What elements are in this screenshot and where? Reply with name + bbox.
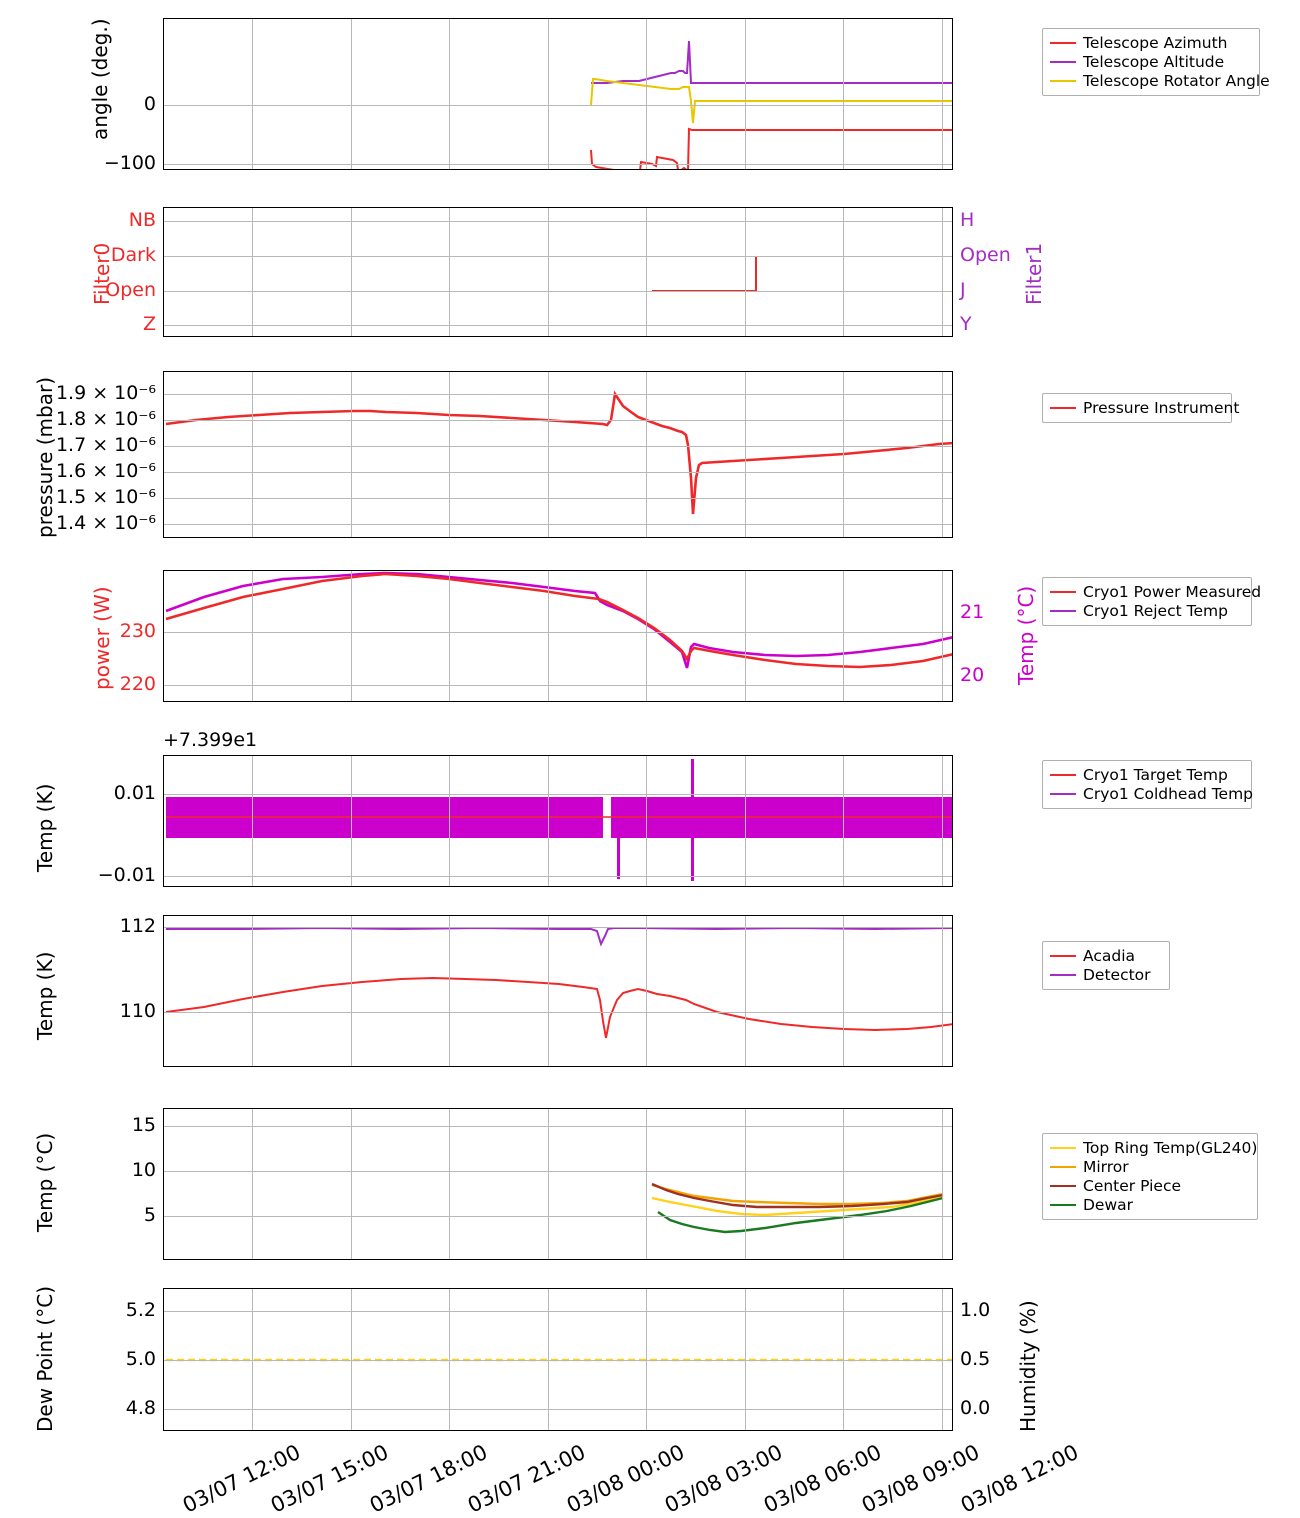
legend-label: Cryo1 Target Temp (1083, 765, 1228, 784)
legend-item (1050, 1138, 1258, 1157)
legend-cryo1-coldhead (1042, 760, 1252, 809)
ytick-acadia-112: 112 (119, 915, 156, 937)
legend-swatch-dewar (1050, 1204, 1076, 1206)
ytick-power-230: 230 (119, 620, 156, 642)
plot-area-filters (163, 207, 953, 337)
legend-label: Cryo1 Power Measured (1083, 582, 1262, 601)
legend-swatch-cryo1-reject-temp (1050, 610, 1076, 612)
legend-swatch-cryo1-power-measured (1050, 591, 1076, 593)
ytick-pressure-17: 1.7 × 10⁻⁶ (55, 434, 156, 456)
legend-item (1050, 1157, 1250, 1176)
plot-area-acadia-detector (163, 915, 953, 1067)
xtick-label: 03/08 12:00 (956, 1440, 1083, 1518)
legend-label: Dewar (1083, 1195, 1134, 1214)
axis-label-acadia-temp: Temp (K) (33, 951, 57, 1040)
axis-label-angle: angle (deg.) (88, 18, 112, 140)
legend-pressure (1042, 393, 1240, 423)
ytick-power-220: 220 (119, 673, 156, 695)
ytick-filter0-nb: NB (128, 209, 156, 231)
ytick-pressure-19: 1.9 × 10⁻⁶ (55, 382, 156, 404)
ytick-pressure-15: 1.5 × 10⁻⁶ (55, 486, 156, 508)
legend-cryo1-power (1042, 577, 1262, 626)
legend-label: Mirror (1083, 1157, 1129, 1176)
legend-item (1050, 33, 1252, 52)
legend-structure-temps (1042, 1133, 1258, 1220)
ytick-acadia-110: 110 (119, 1000, 156, 1022)
legend-swatch-top-ring-temp (1050, 1147, 1076, 1149)
plot-area-telescope-angles (163, 18, 953, 170)
axis-label-filter0: Filter0 (90, 242, 114, 305)
legend-swatch-cryo1-coldhead-temp (1050, 793, 1076, 795)
xtick-label: 03/07 18:00 (365, 1440, 492, 1518)
legend-item (1050, 601, 1244, 620)
ytick-filter0-open: Open (105, 279, 156, 301)
legend-swatch-cryo1-target-temp (1050, 774, 1076, 776)
legend-item (1050, 1176, 1250, 1195)
legend-item (1050, 765, 1244, 784)
legend-label: Telescope Azimuth (1083, 33, 1228, 52)
ytick-filter0-z: Z (142, 313, 156, 335)
legend-swatch-mirror (1050, 1166, 1076, 1168)
xtick-label: 03/08 09:00 (857, 1440, 984, 1518)
xtick-label: 03/08 06:00 (759, 1440, 886, 1518)
legend-swatch-detector (1050, 974, 1076, 976)
axis-label-cryo1-temp: Temp (°C) (1014, 585, 1038, 685)
axis-label-pressure: pressure (mbar) (33, 376, 57, 538)
ytick-coldhead-neg001: −0.01 (97, 864, 156, 886)
ytick-dew-52: 5.2 (125, 1299, 156, 1321)
legend-label: Cryo1 Coldhead Temp (1083, 784, 1254, 803)
legend-item (1050, 965, 1162, 984)
plot-area-cryo1-coldhead (163, 755, 953, 887)
ytick-structure-5: 5 (143, 1204, 156, 1226)
legend-label: Center Piece (1083, 1176, 1182, 1195)
plot-area-dewpoint-humidity (163, 1288, 953, 1431)
ytick-angle-0: 0 (143, 93, 156, 115)
plot-area-pressure (163, 371, 953, 538)
legend-label: Acadia (1083, 946, 1135, 965)
legend-label: Telescope Altitude (1083, 52, 1225, 71)
legend-label: Detector (1083, 965, 1151, 984)
legend-telescope-angles (1042, 28, 1270, 96)
legend-swatch-pressure-instrument (1050, 407, 1076, 409)
axis-label-coldhead-temp: Temp (K) (33, 783, 57, 872)
legend-swatch-telescope-rotator (1050, 80, 1076, 82)
axis-label-power: power (W) (90, 586, 114, 690)
ytick-coldhead-001: 0.01 (113, 782, 156, 804)
legend-item (1050, 1195, 1250, 1214)
ytick-dew-48: 4.8 (125, 1397, 156, 1419)
ytick-filter1-open: Open (960, 244, 1011, 266)
legend-swatch-telescope-azimuth (1050, 42, 1076, 44)
plot-area-cryo1-power (163, 570, 953, 702)
ytick-angle-neg100: −100 (103, 152, 156, 174)
xtick-label: 03/08 00:00 (562, 1440, 689, 1518)
legend-swatch-center-piece (1050, 1185, 1076, 1187)
ytick-structure-10: 10 (131, 1159, 156, 1181)
axis-offset-text: +7.399e1 (163, 729, 258, 751)
legend-item (1050, 582, 1262, 601)
legend-item (1050, 52, 1252, 71)
ytick-humidity-00: 0.0 (960, 1397, 991, 1419)
legend-item (1050, 398, 1240, 417)
ytick-filter1-j: J (960, 279, 966, 301)
ytick-cryo1temp-21: 21 (960, 601, 985, 623)
ytick-filter1-y: Y (960, 313, 972, 335)
ytick-dew-50: 5.0 (125, 1348, 156, 1370)
axis-label-dew-point: Dew Point (°C) (33, 1285, 57, 1432)
ytick-filter1-h: H (960, 209, 975, 231)
xtick-label: 03/07 21:00 (463, 1440, 590, 1518)
ytick-pressure-18: 1.8 × 10⁻⁶ (55, 408, 156, 430)
legend-label: Top Ring Temp(GL240) (1083, 1138, 1258, 1157)
legend-acadia-detector (1042, 941, 1170, 990)
ytick-humidity-10: 1.0 (960, 1299, 991, 1321)
axis-label-filter1: Filter1 (1022, 242, 1046, 305)
legend-swatch-acadia (1050, 955, 1076, 957)
legend-label: Telescope Rotator Angle (1083, 71, 1270, 90)
axis-label-humidity: Humidity (%) (1016, 1300, 1040, 1432)
legend-item (1050, 946, 1162, 965)
legend-label: Pressure Instrument (1083, 398, 1240, 417)
xtick-label: 03/07 15:00 (266, 1440, 393, 1518)
axis-label-structure-temp: Temp (°C) (33, 1132, 57, 1232)
xtick-label: 03/07 12:00 (178, 1440, 305, 1518)
ytick-filter0-dark: Dark (110, 244, 156, 266)
ytick-cryo1temp-20: 20 (960, 664, 985, 686)
ytick-humidity-05: 0.5 (960, 1348, 991, 1370)
legend-swatch-telescope-altitude (1050, 61, 1076, 63)
ytick-structure-15: 15 (131, 1114, 156, 1136)
ytick-pressure-14: 1.4 × 10⁻⁶ (55, 512, 156, 534)
ytick-pressure-16: 1.6 × 10⁻⁶ (55, 460, 156, 482)
xtick-label: 03/08 03:00 (660, 1440, 787, 1518)
legend-item (1050, 71, 1270, 90)
legend-item (1050, 784, 1254, 803)
plot-area-structure-temps (163, 1108, 953, 1260)
legend-label: Cryo1 Reject Temp (1083, 601, 1228, 620)
